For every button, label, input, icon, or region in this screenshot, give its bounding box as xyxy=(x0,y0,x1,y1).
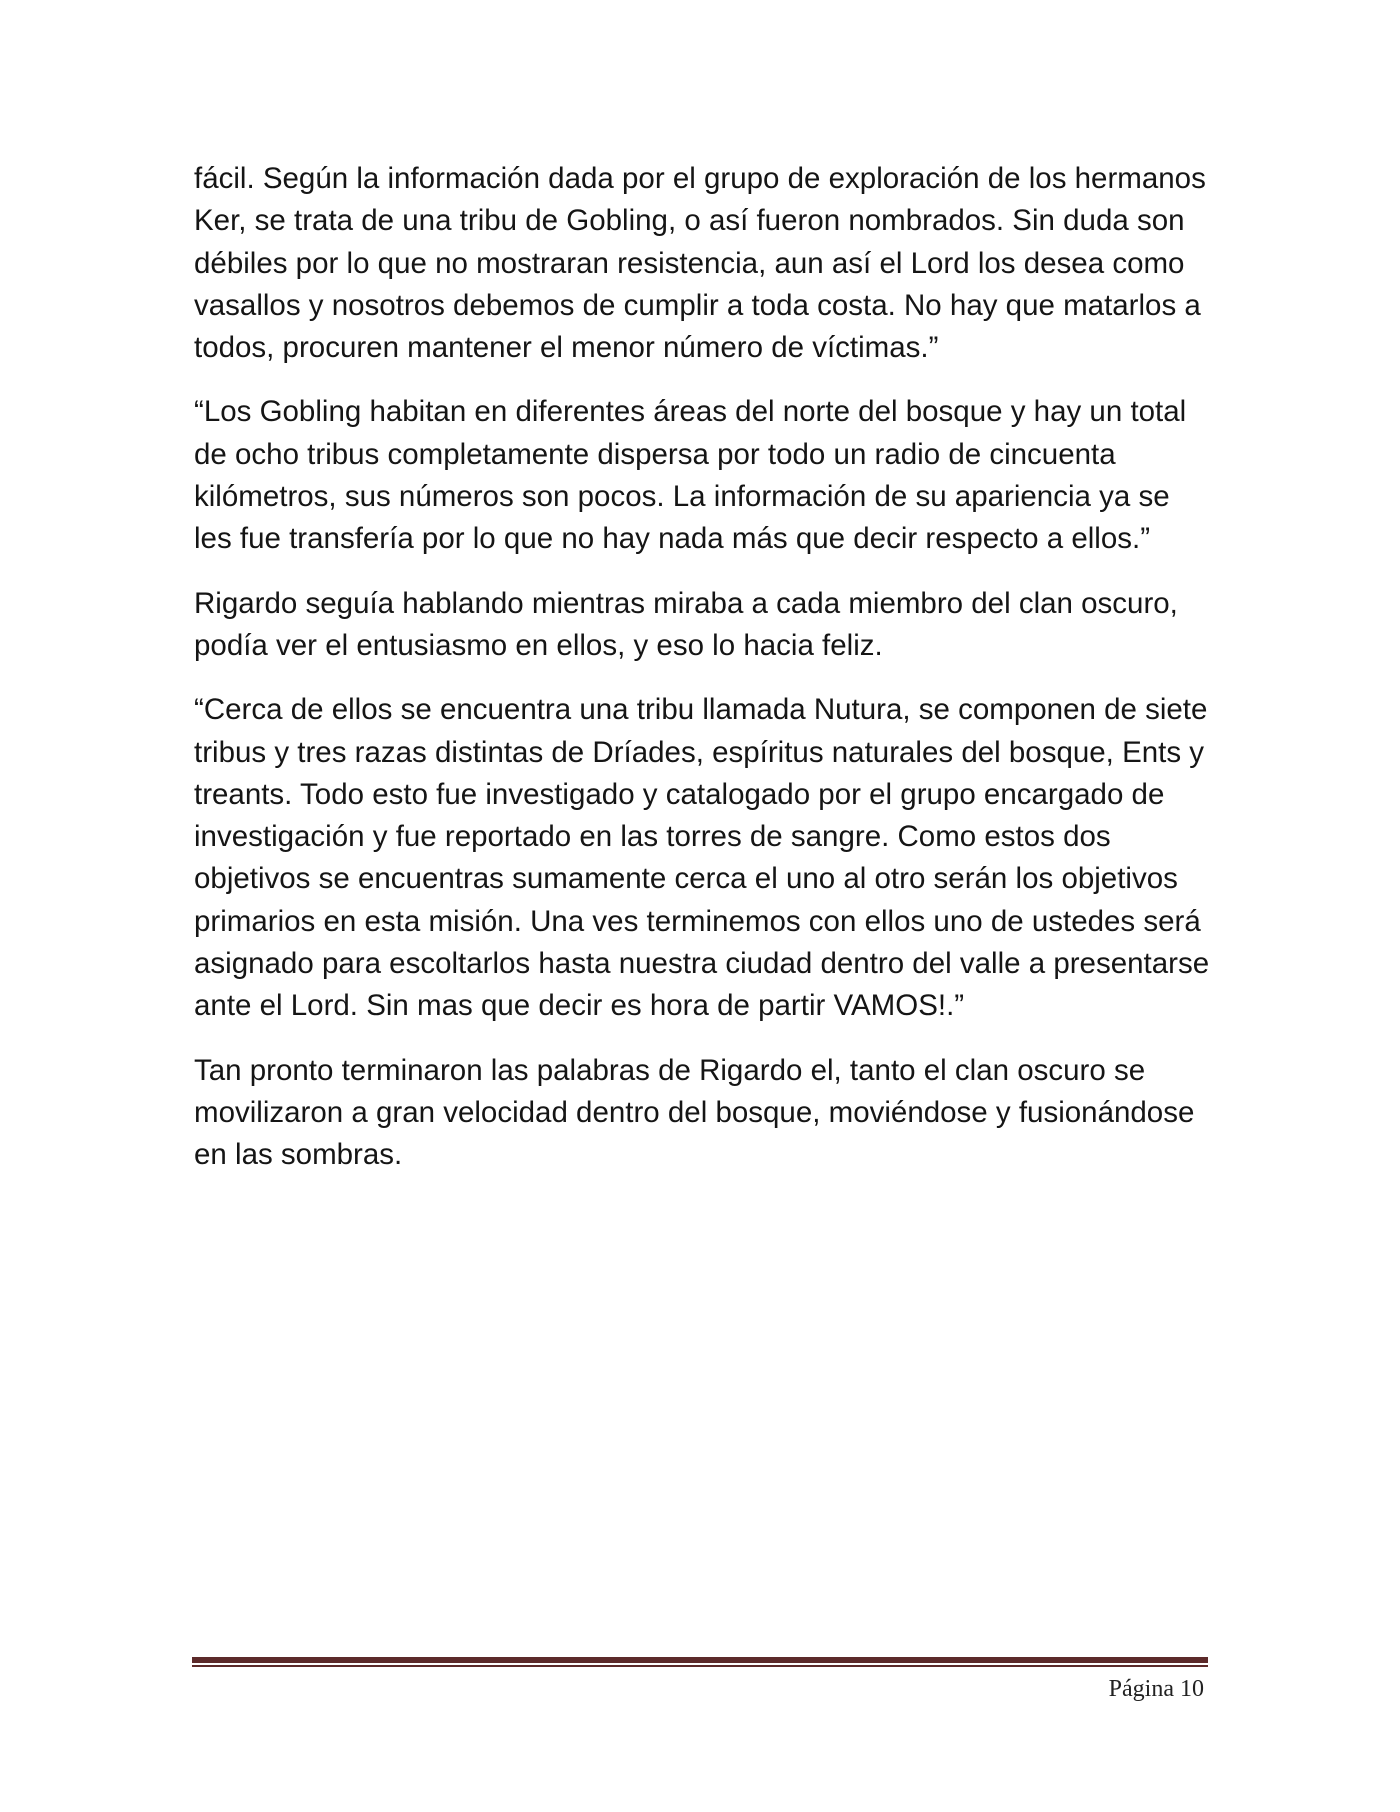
page-number-value: 10 xyxy=(1180,1676,1204,1702)
paragraph-4: “Cerca de ellos se encuentra una tribu llamada Nutura, se componen de siete tribus y tres razas distintas de Dríades, espíritus naturales del bosque, Ents y treants. Todo esto fue investigado y catalogado por el grupo encargado de investigación y fue reportado en las torres de sangre. Como estos dos objetivos se encuentras sumamente cerca el uno al otro serán los objetivos primarios en esta misión. Una ves terminemos con ellos uno de ustedes será asignado para escoltarlos hasta nuestra ciudad dentro del valle a presentarse ante el Lord. Sin mas que decir es hora de partir VAMOS!.” xyxy=(194,693,1210,1023)
paragraph-3: Rigardo seguía hablando mientras miraba a cada miembro del clan oscuro, podía ver el entusiasmo en ellos, y eso lo hacia feliz. xyxy=(194,586,1178,662)
page-body xyxy=(194,158,1214,1199)
page-number xyxy=(1109,1674,1204,1704)
page-number-label: Página xyxy=(1108,1676,1174,1702)
paragraph-5: Tan pronto terminaron las palabras de Rigardo el, tanto el clan oscuro se movilizaron a gran velocidad dentro del bosque, moviéndose y fusionándose en las sombras. xyxy=(194,1053,1195,1172)
footer-divider xyxy=(192,1657,1208,1667)
footer-divider-thin-line xyxy=(192,1665,1208,1667)
paragraph-1: fácil. Según la información dada por el grupo de exploración de los hermanos Ker, se trata de una tribu de Gobling, o así fueron nombrados. Sin duda son débiles por lo que no mostraran resistencia, aun así el Lord los desea como vasallos y nosotros debemos de cumplir a toda costa. No hay que matarlos a todos, procuren mantener el menor número de víctimas.” xyxy=(194,162,1206,365)
paragraph-2: “Los Gobling habitan en diferentes áreas del norte del bosque y hay un total de ocho tribus completamente dispersa por todo un radio de cincuenta kilómetros, sus números son pocos. La información de su apariencia ya se les fue transfería por lo que no hay nada más que decir respecto a ellos.” xyxy=(194,395,1187,556)
